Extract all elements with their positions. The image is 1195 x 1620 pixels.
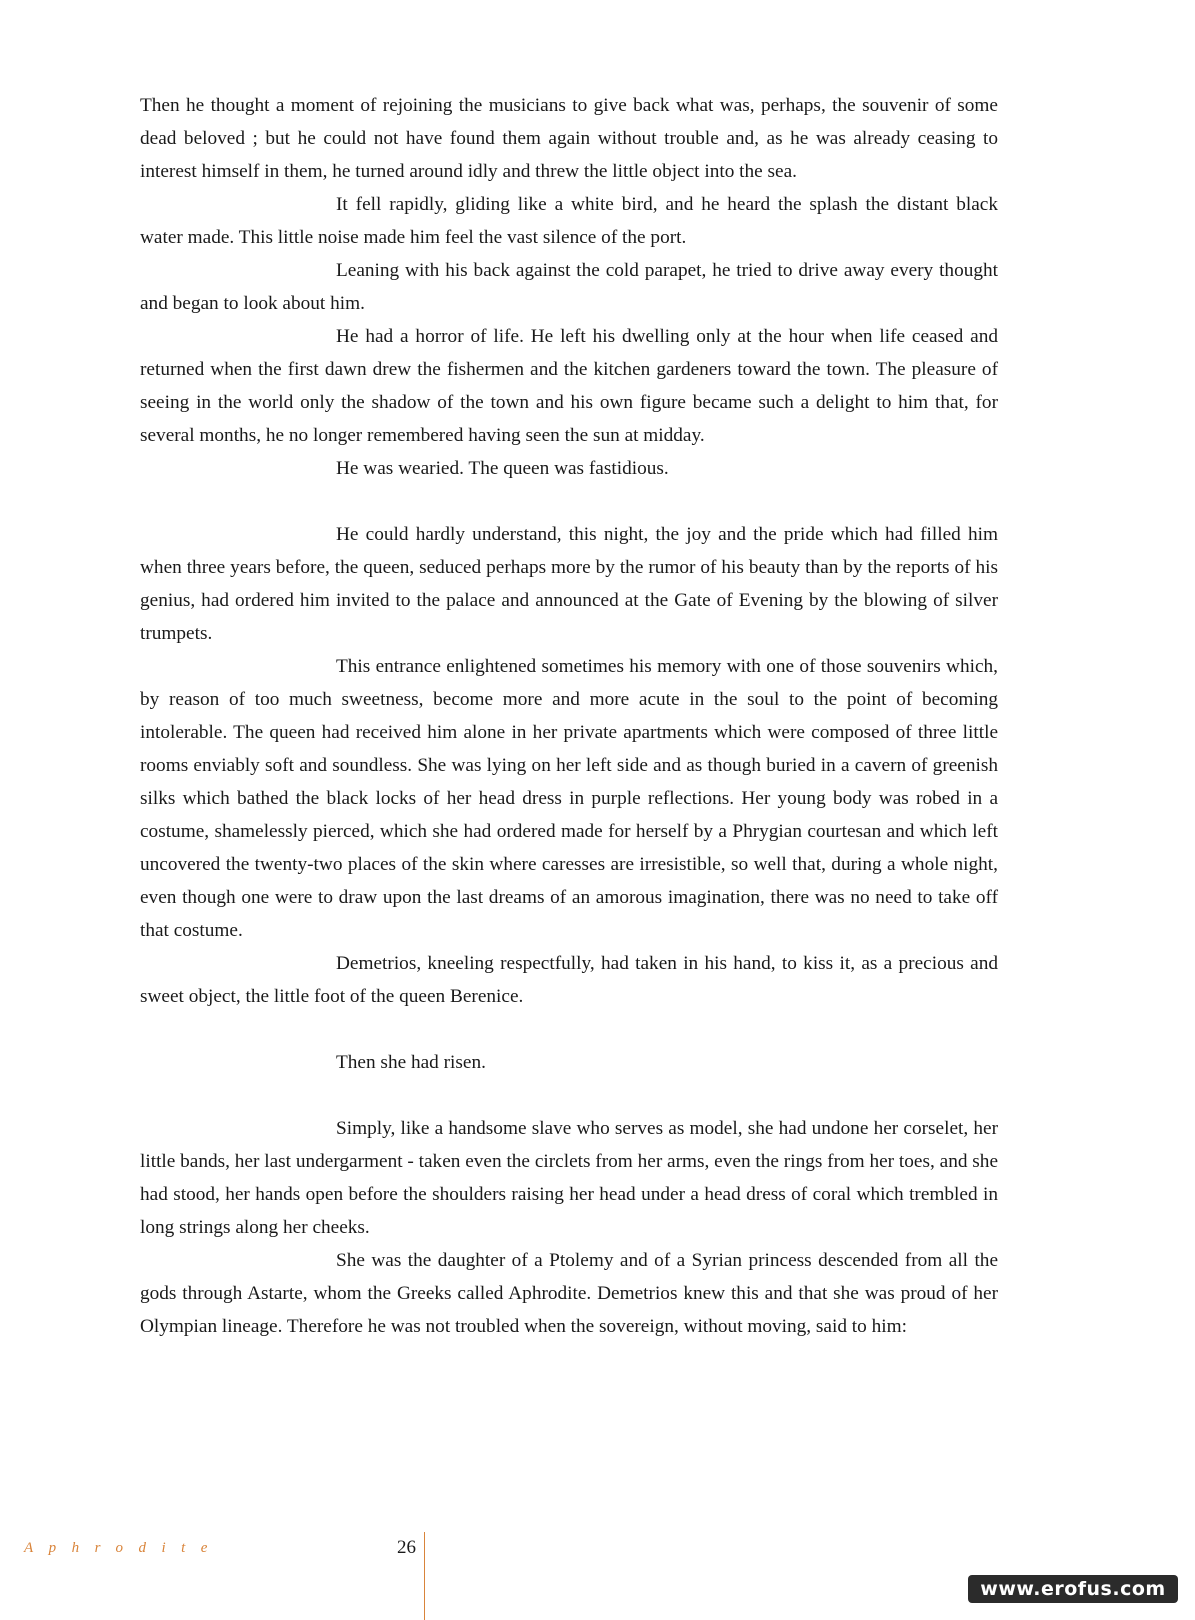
paragraph: Simply, like a handsome slave who serves as model, she had undone her corselet, her little bands, her last undergarment - taken even the circlets from her arms, even the rings from her toes, and she had stood, her hands open before the shoulders raising her head under a head dress of coral which trembled in long strings along her cheeks. bbox=[140, 1118, 998, 1238]
paragraph: It fell rapidly, gliding like a white bird, and he heard the splash the distant black water made. This little noise made him feel the vast silence of the port. bbox=[140, 194, 998, 248]
body-text bbox=[140, 89, 998, 1343]
paragraph: He could hardly understand, this night, the joy and the pride which had filled him when three years before, the queen, seduced perhaps more by the rumor of his beauty than by the reports of his genius, had ordered him invited to the palace and announced at the Gate of Evening by the blowing of silver trumpets. bbox=[140, 524, 998, 644]
paragraph: Then he thought a moment of rejoining the musicians to give back what was, perhaps, the souvenir of some dead beloved ; but he could not have found them again without trouble and, as he was already ceasing to interest himself in them, he turned around idly and threw the little object into the sea. bbox=[140, 95, 998, 182]
paragraph: Then she had risen. bbox=[336, 1052, 486, 1073]
paragraph: This entrance enlightened sometimes his memory with one of those souvenirs which, by reason of too much sweetness, become more and more acute in the soul to the point of becoming intolerable. The queen had received him alone in her private apartments which were composed of three little rooms enviably soft and soundless. She was lying on her left side and as though buried in a cavern of greenish silks which bathed the black locks of her head dress in purple reflections. Her young body was robed in a costume, shamelessly pierced, which she had ordered made for herself by a Phrygian courtesan and which left uncovered the twenty-two places of the skin where caresses are irresistible, so well that, during a whole night, even though one were to draw upon the last dreams of an amorous imagination, there was no need to take off that costume. bbox=[140, 656, 998, 941]
paragraph: Leaning with his back against the cold parapet, he tried to drive away every thought and began to look about him. bbox=[140, 260, 998, 314]
watermark-badge: www.erofus.com bbox=[968, 1575, 1178, 1603]
paragraph: He had a horror of life. He left his dwelling only at the hour when life ceased and returned when the first dawn drew the fishermen and the kitchen gardeners toward the town. The pleasure of seeing in the world only the shadow of the town and his own figure became such a delight to him that, for several months, he no longer remembered having seen the sun at midday. bbox=[140, 326, 998, 446]
footer-divider bbox=[424, 1532, 425, 1620]
paragraph: She was the daughter of a Ptolemy and of a Syrian princess descended from all the gods through Astarte, whom the Greeks called Aphrodite. Demetrios knew this and that she was proud of her Olympian lineage. Therefore he was not troubled when the sovereign, without moving, said to him: bbox=[140, 1250, 998, 1337]
running-footer-title: Aphrodite bbox=[24, 1540, 223, 1556]
paragraph: He was wearied. The queen was fastidious. bbox=[336, 458, 669, 479]
page-number: 26 bbox=[397, 1537, 416, 1558]
paragraph: Demetrios, kneeling respectfully, had taken in his hand, to kiss it, as a precious and sweet object, the little foot of the queen Berenice. bbox=[140, 953, 998, 1007]
